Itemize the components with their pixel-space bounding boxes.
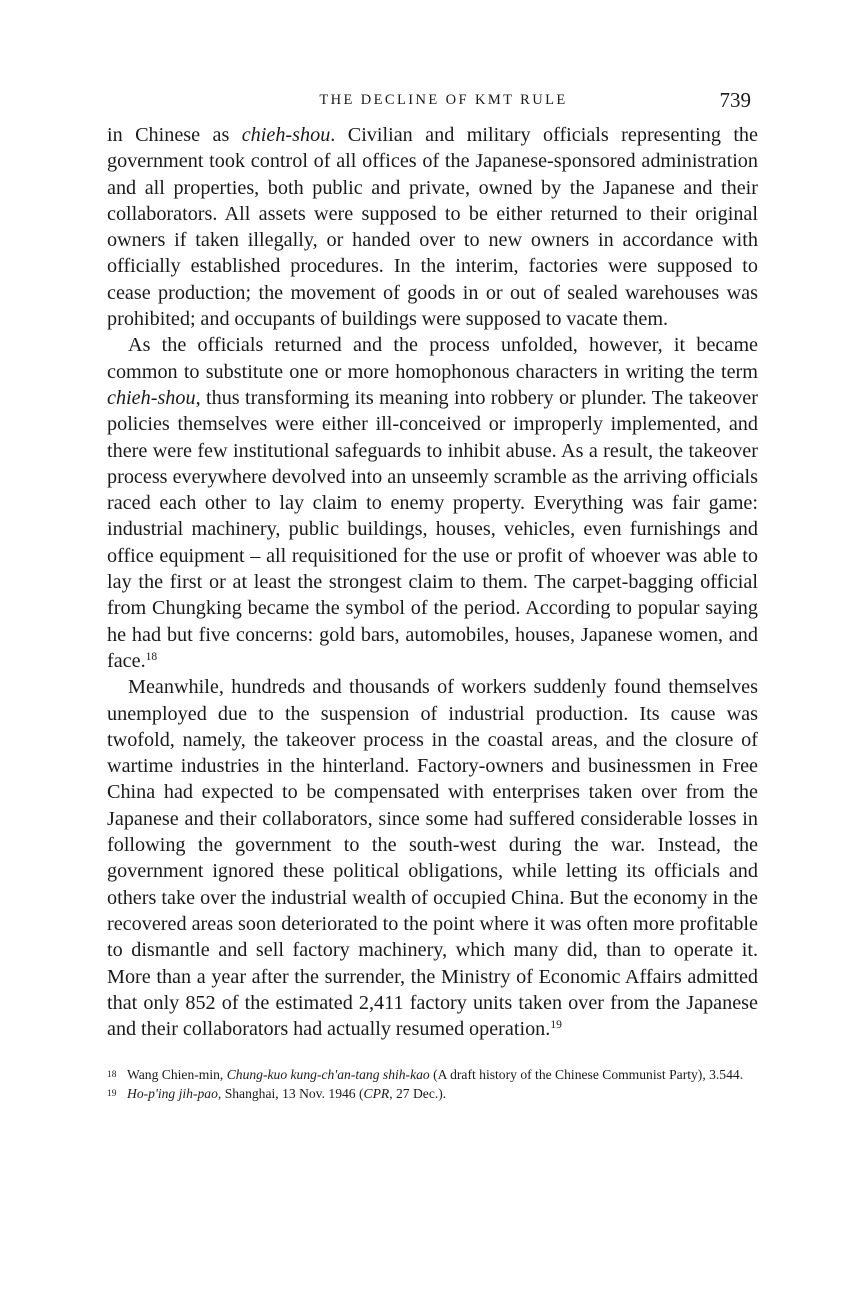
footnote — [107, 1085, 758, 1103]
italic-title: Ho-p'ing jih-pao — [127, 1085, 218, 1101]
paragraph — [107, 674, 758, 1042]
text-run: , 27 Dec.). — [389, 1085, 447, 1101]
footnote-reference[interactable]: 18 — [145, 650, 158, 663]
footnote-text — [127, 1085, 758, 1103]
footnotes — [107, 1066, 758, 1102]
footnote-text — [127, 1066, 758, 1084]
italic-term: chieh-shou — [107, 386, 196, 409]
text-run: , thus transforming its meaning into robbery or plunder. The takeover policies themselves were either ill-conceived or improperly implemented, and there were few institutional safeguards to inhibit abuse. As a result, the takeover process everywhere devolved into an unseemly scramble as the arriving officials raced each other to lay claim to enemy property. Everything was fair game: industrial machinery, public buildings, houses, vehicles, even furnishings and office equipment – all requisitioned for the use or profit of whoever was able to lay the first or at least the strongest claim to them. The carpet-bagging official from Chungking became the symbol of the period. According to popular saying he had but five concerns: gold bars, automobiles, houses, Japanese women, and face. — [107, 386, 758, 672]
running-title: THE DECLINE OF KMT RULE — [319, 92, 568, 108]
italic-term: chieh-shou — [241, 124, 331, 146]
text-run: Wang Chien-min, — [127, 1067, 227, 1083]
text-run: . Civilian and military officials representing the government took control of all offices of the Japanese-sponsored administration and all properties, both public and private, owned by the Japanese and their collaborators. All assets were supposed to be either returned to their original owners if taken illegally, or handed over to new owners in accordance with officially established procedures. In the interim, factories were supposed to cease production; the movement of goods in or out of sealed warehouses was prohibited; and occupants of buildings were supposed to vacate them. — [107, 124, 758, 331]
text-run: As the officials returned and the process unfolded, however, it became common to substitute one or more homophonous characters in writing the term — [107, 334, 758, 383]
footnote-number: 18 — [107, 1070, 117, 1081]
text-run: , Shanghai, 13 Nov. 1946 ( — [217, 1085, 364, 1101]
text-run: Meanwhile, hundreds and thousands of workers suddenly found themselves unemployed due to the suspension of industrial production. Its cause was twofold, namely, the takeover process in the coastal areas, and the closure of wartime industries in the hinterland. Factory-owners and businessmen in Free China had expected to be compensated with enterprises taken over from the Japanese and their collaborators, since some had suffered considerable losses in following the government to the south-west during the war. Instead, the government ignored these political obligations, while letting its officials and others take over the industrial wealth of occupied China. But the economy in the recovered areas soon deteriorated to the point where it was often more profitable to dismantle and sell factory machinery, which many did, than to operate it. More than a year after the surrender, the Ministry of Economic Affairs admitted that only 852 of the estimated 2,411 factory units taken over from the Japanese and their collaborators had actually resumed operation. — [107, 676, 758, 1041]
italic-title: CPR — [363, 1085, 390, 1101]
paragraph — [107, 122, 758, 332]
paragraph — [107, 332, 758, 674]
book-page — [107, 88, 758, 1103]
footnote-reference[interactable]: 19 — [550, 1019, 562, 1032]
page-number: 739 — [719, 88, 751, 112]
running-header — [107, 88, 758, 116]
footnote-number: 19 — [107, 1088, 117, 1099]
body-text — [107, 122, 758, 1042]
italic-title: Chung-kuo kung-ch'an-tang shih-kao — [226, 1067, 430, 1083]
footnote — [107, 1066, 758, 1084]
text-run: in Chinese as — [107, 124, 242, 146]
text-run: (A draft history of the Chinese Communist Party), 3.544. — [429, 1067, 744, 1083]
